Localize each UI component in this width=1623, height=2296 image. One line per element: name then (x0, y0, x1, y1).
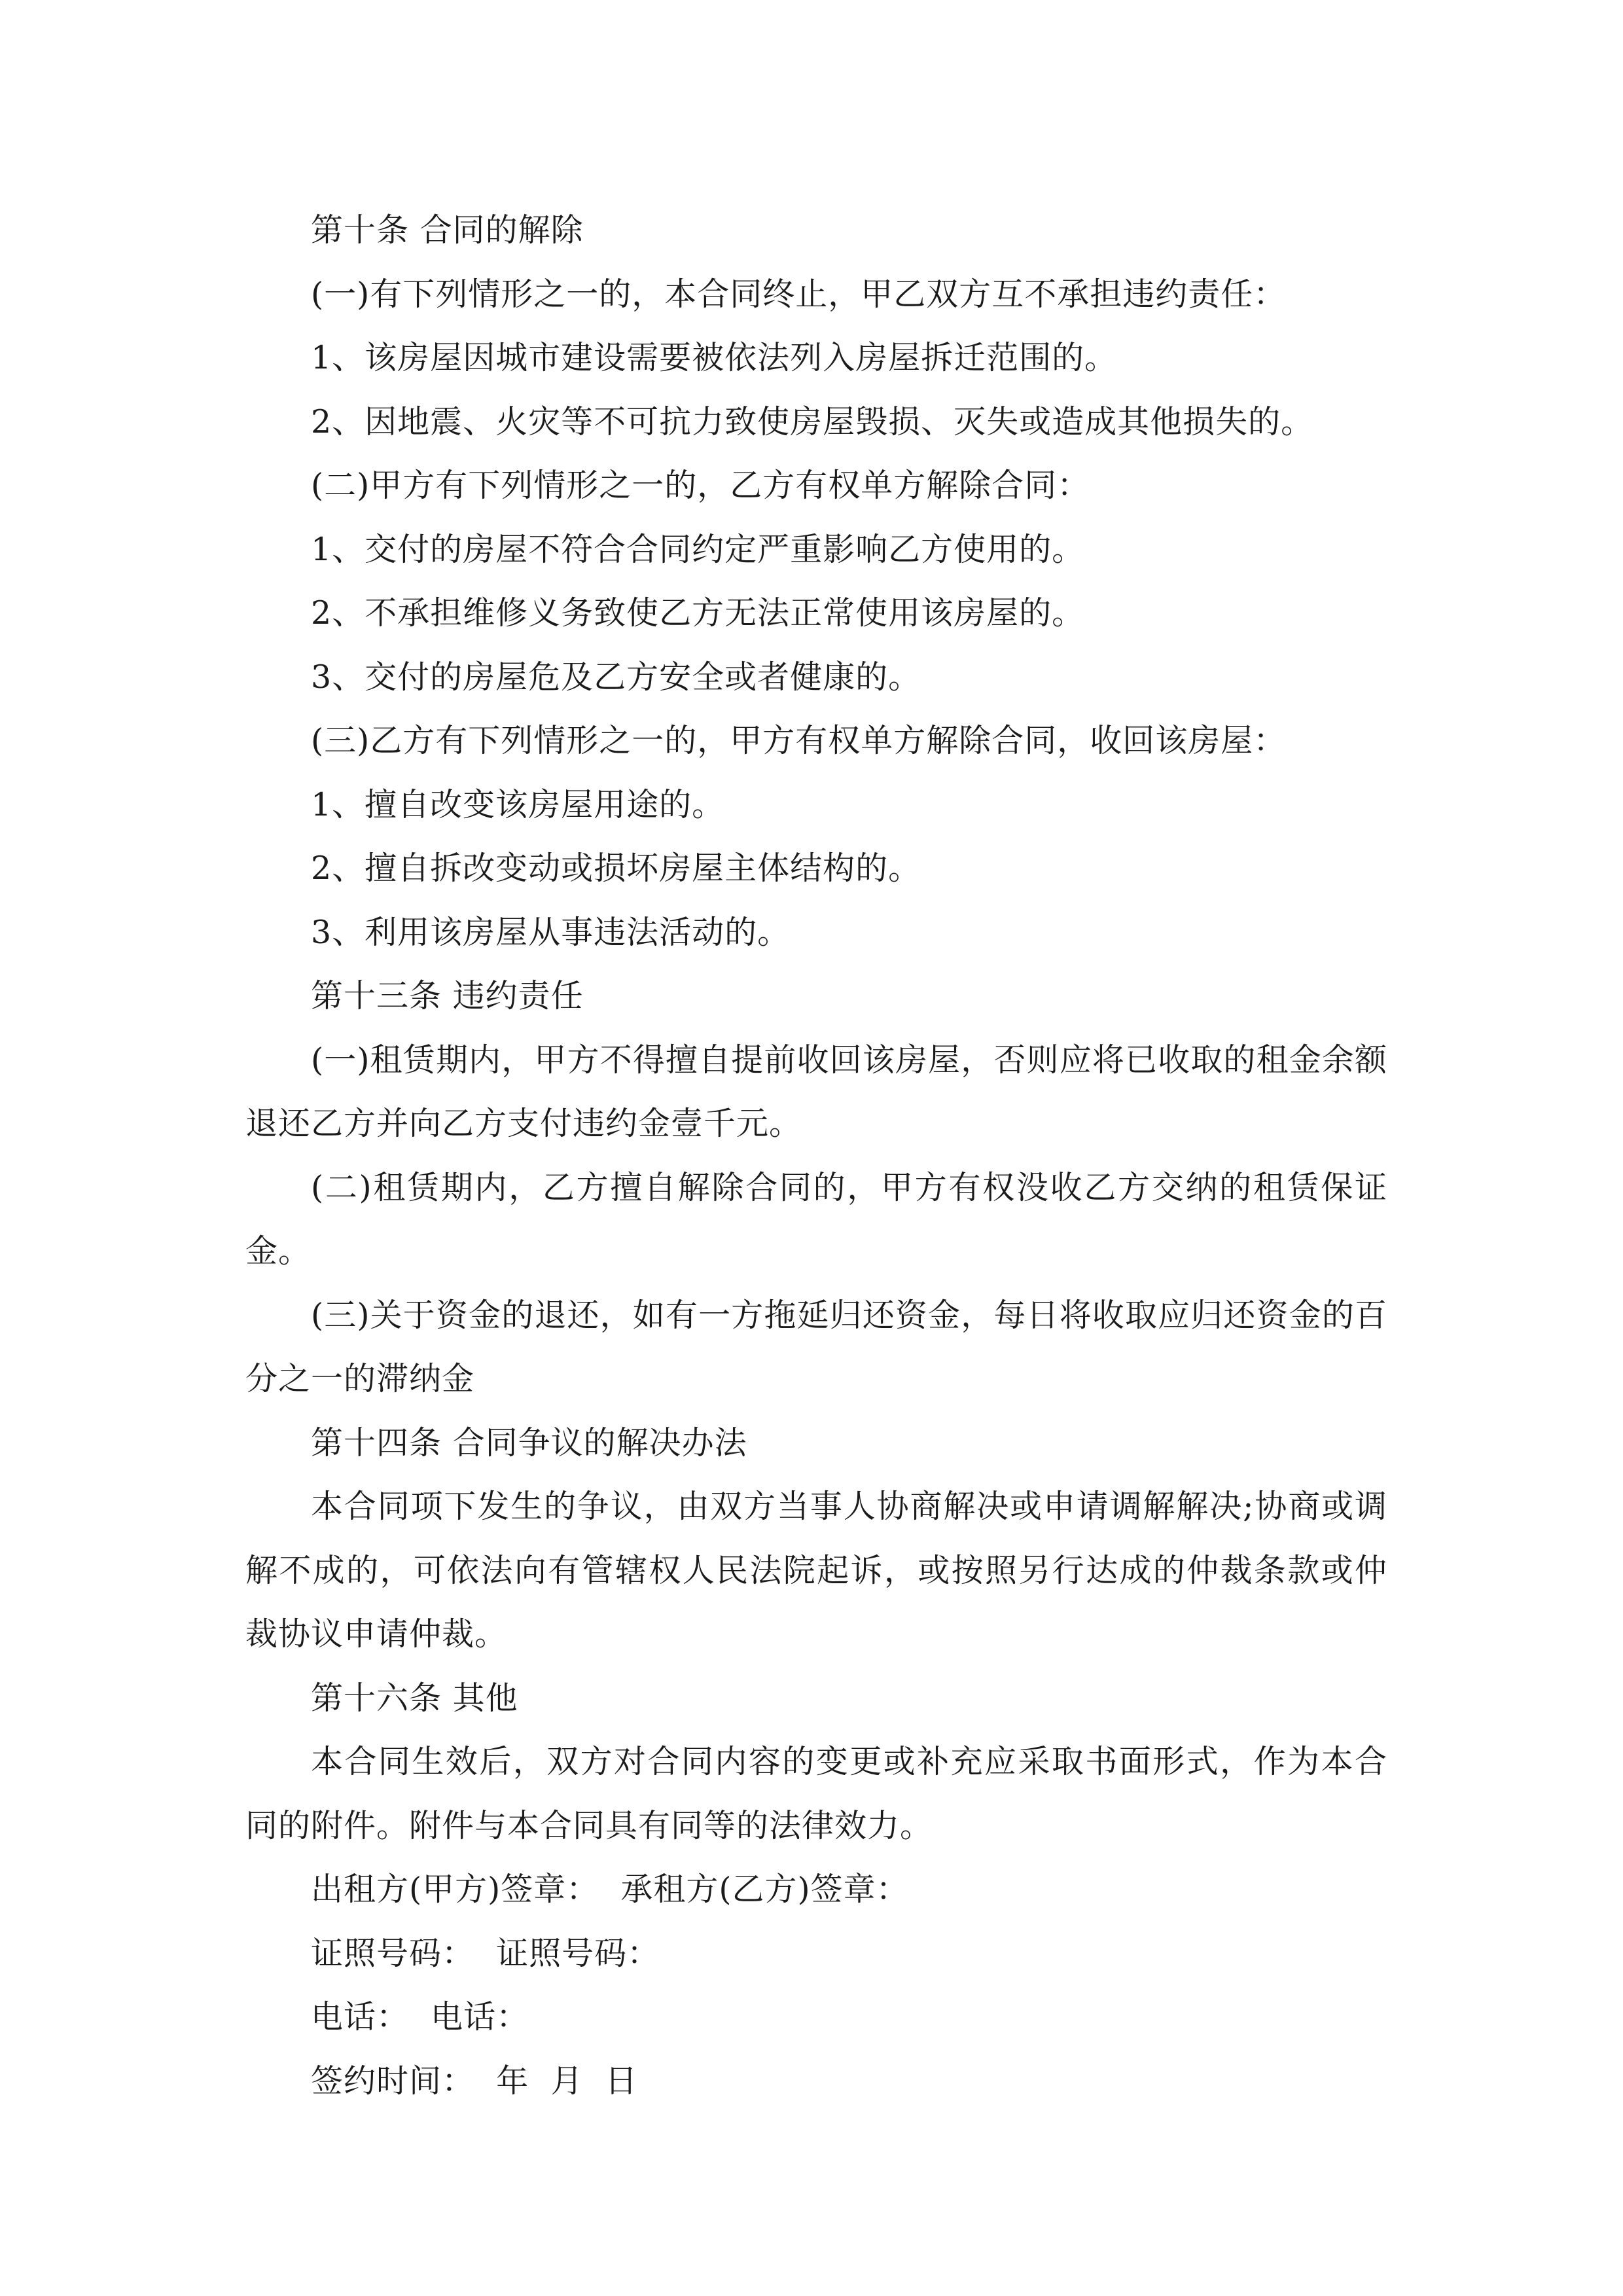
date-line (245, 2049, 1387, 2113)
clause-10-3-item-1: 1、擅自改变该房屋用途的。 (311, 785, 725, 823)
lessee-phone-label: 电话： (431, 1998, 529, 2036)
phone-line (245, 1985, 1387, 2049)
article-10-heading: 第十条 合同的解除 (311, 211, 584, 249)
clause-10-2-item-1: 1、交付的房屋不符合合同约定严重影响乙方使用的。 (311, 530, 1085, 568)
contract-body (245, 198, 1387, 2113)
clause-10-3-item-2: 2、擅自拆改变动或损坏房屋主体结构的。 (311, 850, 921, 887)
article-14-heading: 第十四条 合同争议的解决办法 (311, 1424, 747, 1462)
lessor-phone-label: 电话： (311, 1998, 410, 2036)
article-16-heading: 第十六条 其他 (311, 1679, 518, 1717)
clause-10-1: (一)有下列情形之一的，本合同终止，甲乙双方互不承担违约责任： (311, 275, 1287, 313)
lessor-sign-label: 出租方(甲方)签章： (311, 1871, 599, 1908)
lessee-sign-label: 承租方(乙方)签章： (620, 1871, 909, 1908)
month-label: 月 (550, 2062, 584, 2100)
clause-16-body: 本合同生效后，双方对合同内容的变更或补充应采取书面形式，作为本合同的附件。附件与本合同具有同等的法律效力。 (245, 1743, 1387, 1844)
lessee-id-label: 证照号码： (496, 1934, 660, 1972)
lessor-id-label: 证照号码： (311, 1934, 475, 1972)
clause-10-3-item-3: 3、利用该房屋从事违法活动的。 (311, 913, 791, 951)
signature-line (245, 1857, 1387, 1922)
clause-10-2-item-3: 3、交付的房屋危及乙方安全或者健康的。 (311, 658, 921, 696)
clause-10-2-item-2: 2、不承担维修义务致使乙方无法正常使用该房屋的。 (311, 594, 1085, 632)
year-label: 年 (496, 2062, 529, 2100)
article-13-heading: 第十三条 违约责任 (311, 977, 584, 1014)
clause-10-1-item-2: 2、因地震、火灾等不可抗力致使房屋毁损、灭失或造成其他损失的。 (311, 403, 1314, 440)
clause-13-3: (三)关于资金的退还，如有一方拖延归还资金，每日将收取应归还资金的百分之一的滞纳金 (245, 1296, 1387, 1397)
clause-10-1-item-1: 1、该房屋因城市建设需要被依法列入房屋拆迁范围的。 (311, 339, 1118, 376)
clause-13-1: (一)租赁期内，甲方不得擅自提前收回该房屋，否则应将已收取的租金余额退还乙方并向乙方支付违约金壹千元。 (245, 1041, 1387, 1142)
id-number-line (245, 1922, 1387, 1986)
sign-date-label: 签约时间： (311, 2062, 475, 2100)
clause-10-2: (二)甲方有下列情形之一的，乙方有权单方解除合同： (311, 467, 1090, 504)
clause-14-body: 本合同项下发生的争议，由双方当事人协商解决或申请调解解决;协商或调解不成的，可依法向有管辖权人民法院起诉，或按照另行达成的仲裁条款或仲裁协议申请仲裁。 (245, 1488, 1387, 1653)
clause-10-3: (三)乙方有下列情形之一的，甲方有权单方解除合同，收回该房屋： (311, 722, 1287, 759)
day-label: 日 (605, 2062, 638, 2100)
clause-13-2: (二)租赁期内，乙方擅自解除合同的，甲方有权没收乙方交纳的租赁保证金。 (245, 1168, 1387, 1270)
